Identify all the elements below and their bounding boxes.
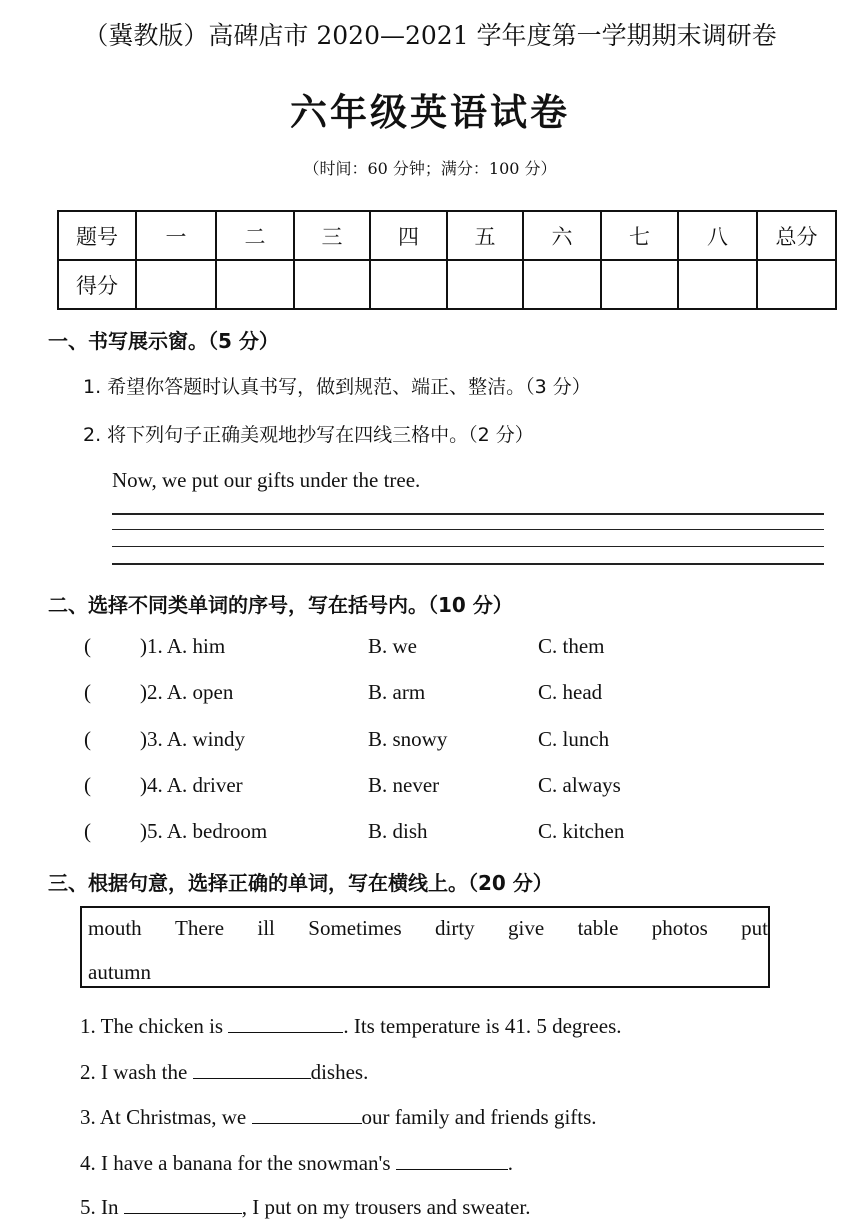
answer-paren[interactable]: (	[84, 680, 91, 704]
fill-sentence	[80, 1103, 597, 1130]
fill-sentence	[80, 1012, 622, 1039]
answer-paren[interactable]: (	[84, 634, 91, 658]
score-cell[interactable]	[216, 260, 294, 309]
score-cell[interactable]	[294, 260, 370, 309]
sentence-text-before: 5. In	[80, 1195, 124, 1219]
sentence-text-before: 1. The chicken is	[80, 1014, 229, 1038]
word-bank-word: put	[741, 916, 768, 940]
answer-paren[interactable]: (	[84, 727, 91, 751]
score-header-cell: 一	[136, 211, 216, 260]
word-bank-row	[88, 916, 768, 941]
option-c: C. kitchen	[538, 819, 625, 843]
score-table	[57, 210, 837, 310]
answer-paren[interactable]: (	[84, 773, 91, 797]
answer-blank[interactable]	[252, 1103, 362, 1124]
section1-item2: 2. 将下列句子正确美观地抄写在四线三格中。（2 分）	[83, 424, 534, 446]
option-a: )3. A. windy	[140, 727, 245, 751]
option-b: B. dish	[368, 819, 428, 843]
option-b: B. we	[368, 634, 417, 658]
word-bank-word: mouth	[88, 916, 142, 940]
score-header-cell: 题号	[58, 211, 136, 260]
section3-heading: 三、根据句意，选择正确的单词，写在横线上。（20 分）	[48, 871, 553, 895]
section1-heading: 一、书写展示窗。（5 分）	[48, 329, 279, 353]
answer-blank[interactable]	[228, 1012, 343, 1033]
score-cell[interactable]	[370, 260, 447, 309]
score-cell[interactable]	[678, 260, 757, 309]
answer-blank[interactable]	[193, 1058, 311, 1079]
score-header-cell: 五	[447, 211, 523, 260]
score-cell[interactable]	[447, 260, 523, 309]
score-header-cell: 六	[523, 211, 601, 260]
option-a: )1. A. him	[140, 634, 226, 658]
word-bank-word: give	[508, 916, 545, 940]
option-b: B. arm	[368, 680, 426, 704]
sentence-text-before: 4. I have a banana for the snowman's	[80, 1151, 396, 1175]
sentence-text-before: 3. At Christmas, we	[80, 1105, 252, 1129]
score-header-cell: 四	[370, 211, 447, 260]
sentence-text-after: , I put on my trousers and sweater.	[241, 1195, 531, 1219]
score-cell[interactable]	[601, 260, 678, 309]
option-c: C. head	[538, 680, 603, 704]
answer-blank[interactable]	[396, 1149, 508, 1170]
word-bank-word: Sometimes	[308, 916, 402, 940]
fill-sentence	[80, 1149, 513, 1176]
option-a: )4. A. driver	[140, 773, 243, 797]
score-header-cell: 八	[678, 211, 757, 260]
sentence-text-after: . Its temperature is 41. 5 degrees.	[343, 1014, 622, 1038]
score-cell[interactable]	[136, 260, 216, 309]
grid-line	[112, 513, 824, 515]
score-cell[interactable]	[757, 260, 836, 309]
option-c: C. them	[538, 634, 605, 658]
exam-title: 六年级英语试卷	[290, 90, 570, 134]
section1-item1: 1. 希望你答题时认真书写，做到规范、端正、整洁。（3 分）	[83, 376, 591, 398]
option-b: B. never	[368, 773, 440, 797]
word-bank-row	[88, 960, 151, 985]
grid-line	[112, 546, 824, 547]
grid-line	[112, 529, 824, 530]
score-table-header-row	[58, 211, 836, 260]
copy-sentence: Now, we put our gifts under the tree.	[112, 468, 421, 492]
score-header-cell: 总分	[757, 211, 836, 260]
word-bank-word: table	[577, 916, 619, 940]
section2-heading: 二、选择不同类单词的序号，写在括号内。（10 分）	[48, 593, 513, 617]
sentence-text-before: 2. I wash the	[80, 1060, 193, 1084]
sentence-text-after: .	[507, 1151, 514, 1175]
exam-time-score: （时间：60 分钟；满分：100 分）	[303, 159, 557, 178]
fill-sentence	[80, 1058, 368, 1085]
exam-subtitle: （冀教版）高碑店市 2020—2021 学年度第一学期期末调研卷	[83, 21, 777, 50]
sentence-text-after: our family and friends gifts.	[361, 1105, 597, 1129]
word-bank-word: autumn	[88, 960, 151, 984]
score-header-cell: 三	[294, 211, 370, 260]
answer-blank[interactable]	[124, 1193, 242, 1214]
option-b: B. snowy	[368, 727, 448, 751]
score-table-score-row	[58, 260, 836, 309]
score-row-label: 得分	[58, 260, 136, 309]
score-cell[interactable]	[523, 260, 601, 309]
option-a: )5. A. bedroom	[140, 819, 268, 843]
word-bank-word: dirty	[435, 916, 475, 940]
grid-line	[112, 563, 824, 565]
word-bank-word: ill	[257, 916, 275, 940]
score-header-cell: 二	[216, 211, 294, 260]
option-c: C. lunch	[538, 727, 610, 751]
word-bank-box	[80, 906, 770, 988]
score-header-cell: 七	[601, 211, 678, 260]
word-bank-word: photos	[651, 916, 708, 940]
option-c: C. always	[538, 773, 621, 797]
answer-paren[interactable]: (	[84, 819, 91, 843]
option-a: )2. A. open	[140, 680, 234, 704]
word-bank-word: There	[175, 916, 225, 940]
sentence-text-after: dishes.	[310, 1060, 369, 1084]
